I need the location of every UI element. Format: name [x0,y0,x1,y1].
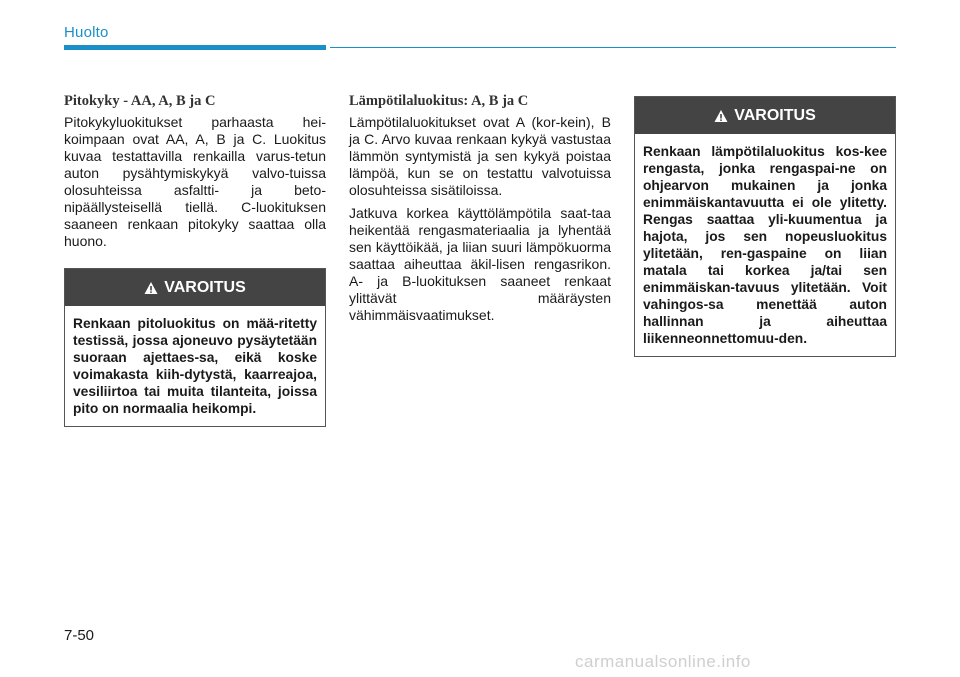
warning-label: VAROITUS [164,278,246,296]
warning-text: Renkaan lämpötilaluokitus kos-kee rengasta, jonka rengaspai-ne on ohjearvon mukainen ja jonka enimmäiskantavuutta ei ole ylitetty. Rengas saattaa yli-kuumentua ja hajota, jos sen nopeusluokitus ylitetään, ren-gaspaine on liian matala tai korkea ja/tai sen enimmäiskan-tavuus ylitetään. Voit vahingos-sa menettää auton hallinnan ja aiheuttaa liikenneonnettomuu-den. [643,144,887,346]
traction-warning-box [64,268,326,427]
watermark: carmanualsonline.info [575,652,751,671]
temperature-heading: Lämpötilaluokitus: A, B ja C [349,93,529,109]
warning-text: Renkaan pitoluokitus on mää-ritetty testissä, jossa ajoneuvo pysäytetään suoraan ajettaes-sa, eikä koske voimakasta kiih-dytystä, kaarreajoa, vesiliirtoa tai muita tilanteita, joissa pito on normaalia heikompi. [73,316,317,416]
header-rule-thin [330,47,896,48]
left-column [64,93,326,256]
temperature-warning-box [634,96,896,357]
warning-label: VAROITUS [734,106,816,124]
header-rule-thick [64,45,326,50]
temperature-paragraph-1: Lämpötilaluokitukset ovat A (kor-kein), B ja C. Arvo kuvaa renkaan kykyä vastustaa lämmön syntymistä ja sen kykyä poistaa lämpöä, kun se on testattu valvotuissa olosuhteissa sisätiloissa. [349,114,611,198]
warning-header [65,269,325,306]
warning-triangle-icon [144,281,158,295]
page-number: 7-50 [64,627,95,644]
temperature-paragraph-2: Jatkuva korkea käyttölämpötila saat-taa heikentää rengasmateriaalia ja lyhentää sen käyttöikää, ja liian suuri lämpökuorma saattaa aiheuttaa äkil-lisen rengasrikon. A- ja B-luokituksen saaneet renkaat ylittävät määräysten vähimmäisvaatimukset. [349,205,611,323]
warning-triangle-icon [714,109,728,123]
middle-column [349,93,611,330]
section-title: Huolto [64,24,109,41]
traction-heading: Pitokyky - AA, A, B ja C [64,93,216,109]
traction-paragraph: Pitokykyluokitukset parhaasta hei-koimpaan ovat AA, A, B ja C. Luokitus kuvaa testattavilla renkailla varus-tetun auton pysähtymiskykyä valvo-tuissa olosuhteissa asfaltti- ja beto-nipäällysteisellä tiellä. C-luokituksen saaneen renkaan pitokyky saattaa olla huono. [64,114,326,249]
warning-header [635,97,895,134]
